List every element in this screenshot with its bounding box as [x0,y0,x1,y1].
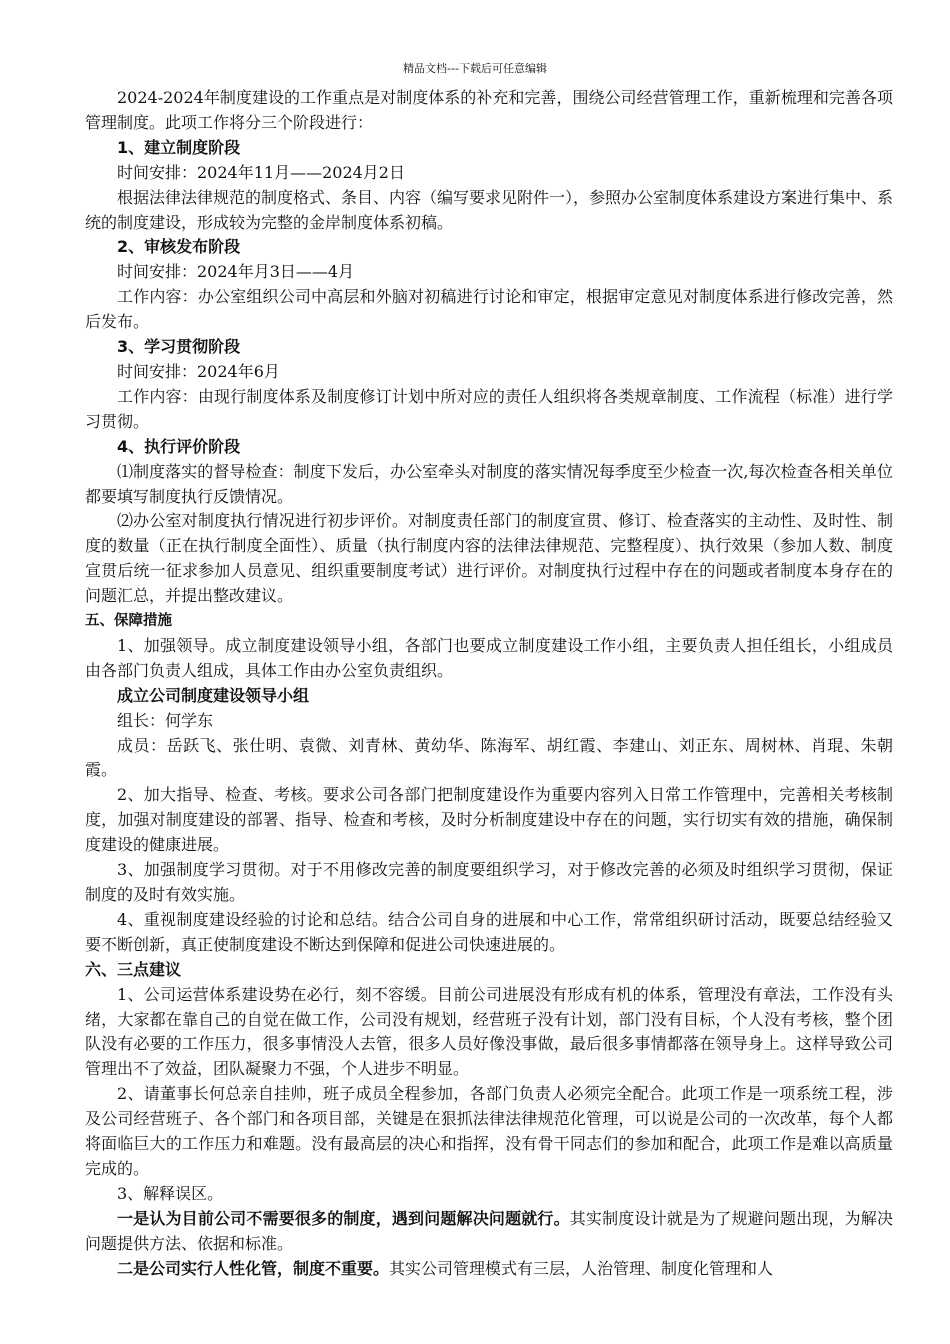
stage-2-body: 工作内容：办公室组织公司中高层和外脑对初稿进行讨论和审定，根据审定意见对制度体系进行修改完善，然后发布。 [85,287,893,332]
misconception-1-lead: 一是认为目前公司不需要很多的制度，遇到问题解决问题就行。 [117,1208,570,1228]
stage-3-body: 工作内容：由现行制度体系及制度修订计划中所对应的责任人组织将各类规章制度、工作流程（标准）进行学习贯彻。 [85,386,893,431]
stage-4-item-2: ⑵办公室对制度执行情况进行初步评价。对制度责任部门的制度宣贯、修订、检查落实的主动性、及时性、制度的数量（正在执行制度全面性）、质量（执行制度内容的法律法律规范、完整程度）、执行效果（参加人数、制度宣贯后统一征求参加人员意见、组织重要制度考试）进行评价。对制度执行过程中存在的问题或者制度本身存在的问题汇总，并提出整改建议。 [85,511,893,606]
misconception-1-text: 其实制度设计就是为了规避问题出现，为解决问题提供方法、依据和标准。 [85,1208,893,1253]
stage-2-time: 时间安排：2024年月3日——4月 [117,262,355,282]
group-members: 成员：岳跃飞、张仕明、袁微、刘青林、黄幼华、陈海军、胡红霞、李建山、刘正东、周树林、肖琨、朱朝霞。 [85,735,893,780]
section-6-heading: 六、三点建议 [85,959,182,979]
guarantee-1: 1、加强领导。成立制度建设领导小组，各部门也要成立制度建设工作小组，主要负责人担任组长，小组成员由各部门负责人组成，具体工作由办公室负责组织。 [85,635,893,680]
recommendation-1: 1、公司运营体系建设势在必行，刻不容缓。目前公司进展没有形成有机的体系，管理没有章法，工作没有头绪，大家都在靠自己的自觉在做工作，公司没有规划，经营班子没有计划，部门没有目标，个人没有考核，整个团队没有必要的工作压力，很多事情没人去管，很多人员好像没事做，最后很多事情都落在领导身上。这样导致公司管理出不了效益，团队凝聚力不强，个人进步不明显。 [85,984,893,1079]
stage-4-title: 4、执行评价阶段 [117,436,241,456]
stage-1-time: 时间安排：2024年11月——2024月2日 [117,162,405,182]
intro-paragraph: 2024-2024年制度建设的工作重点是对制度体系的补充和完善，围绕公司经营管理工作，重新梳理和完善各项管理制度。此项工作将分三个阶段进行： [85,88,893,132]
stage-3-title: 3、学习贯彻阶段 [117,337,241,357]
recommendation-2: 2、请董事长何总亲自挂帅，班子成员全程参加，各部门负责人必须完全配合。此项工作是一项系统工程，涉及公司经营班子、各个部门和各项目部，关键是在狠抓法律法律规范化管理，可以说是公司的一次改革，每个人都将面临巨大的工作压力和难题。没有最高层的决心和指挥，没有骨干同志们的参加和配合，此项工作是难以高质量完成的。 [85,1084,893,1178]
group-leader: 组长：何学东 [117,710,214,730]
recommendation-3: 3、解释误区。 [117,1183,224,1203]
section-5-heading: 五、保障措施 [85,613,172,630]
misconception-2 [85,1257,893,1282]
stage-2-title: 2、审核发布阶段 [117,237,241,257]
group-title: 成立公司制度建设领导小组 [117,685,310,705]
page-header: 精品文档---下载后可任意编辑 [403,62,547,75]
guarantee-3: 3、加强制度学习贯彻。对于不用修改完善的制度要组织学习，对于修改完善的必须及时组织学习贯彻，保证制度的及时有效实施。 [85,860,893,904]
misconception-1 [85,1207,893,1257]
stage-4-item-1: ⑴制度落实的督导检查：制度下发后，办公室牵头对制度的落实情况每季度至少检查一次,每次检查各相关单位都要填写制度执行反馈情况。 [85,461,893,506]
stage-3-time: 时间安排：2024年6月 [117,361,280,381]
guarantee-4: 4、重视制度建设经验的讨论和总结。结合公司自身的进展和中心工作，常常组织研讨活动，既要总结经验又要不断创新，真正使制度建设不断达到保障和促进公司快速进展的。 [85,909,893,954]
guarantee-2: 2、加大指导、检查、考核。要求公司各部门把制度建设作为重要内容列入日常工作管理中，完善相关考核制度，加强对制度建设的部署、指导、检查和考核，及时分析制度建设中存在的问题，实行切实有效的措施，确保制度建设的健康进展。 [85,785,893,855]
stage-1-title: 1、建立制度阶段 [117,137,241,157]
stage-1-body: 根据法律法律规范的制度格式、条目、内容（编写要求见附件一），参照办公室制度体系建设方案进行集中、系统的制度建设，形成较为完整的金岸制度体系初稿。 [85,187,894,232]
misconception-2-lead: 二是公司实行人性化管，制度不重要。 [117,1258,390,1278]
document-body [85,86,893,1282]
misconception-2-text: 其实公司管理模式有三层，人治管理、制度化管理和人 [389,1258,774,1278]
